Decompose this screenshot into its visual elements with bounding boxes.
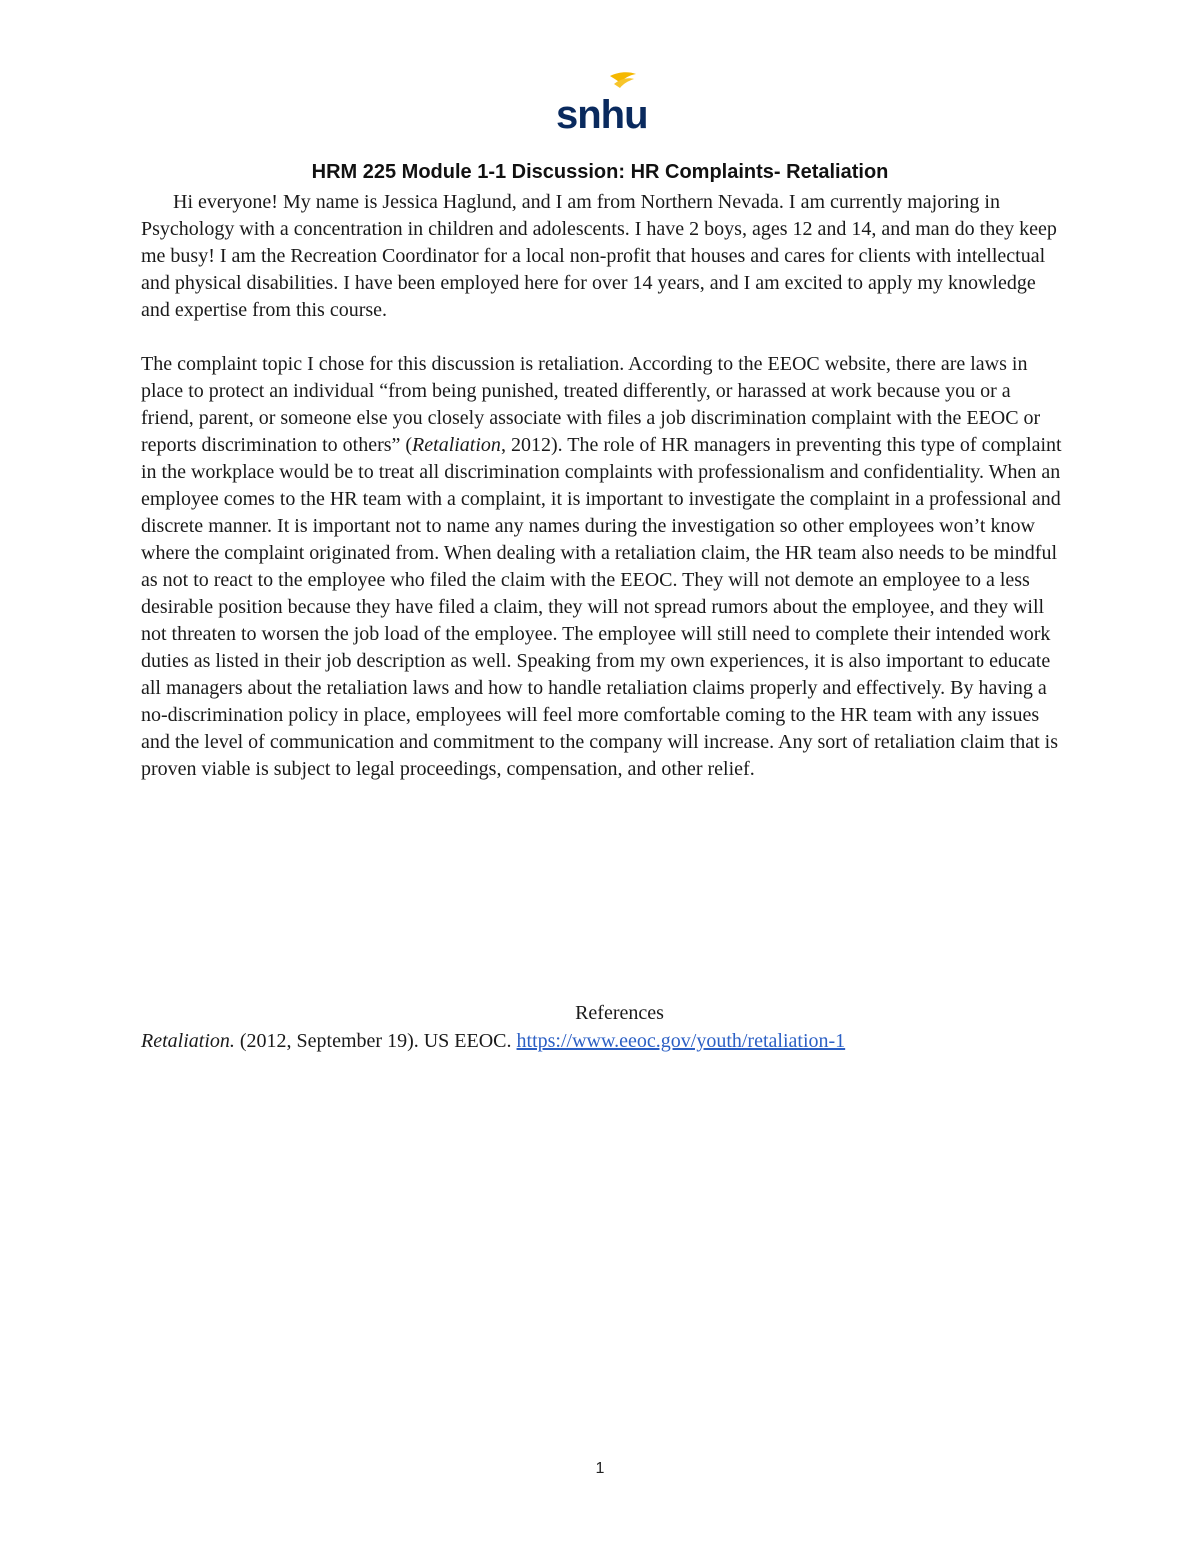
main-paragraph	[141, 351, 1066, 783]
reference-entry	[141, 1027, 1066, 1055]
svg-text:snhu: snhu	[556, 93, 648, 136]
references-heading: References	[575, 1002, 664, 1024]
document-title: HRM 225 Module 1-1 Discussion: HR Complaints- Retaliation	[311, 161, 889, 183]
snhu-logo	[552, 70, 648, 136]
reference-title: Retaliation.	[141, 1030, 235, 1052]
page-number: 1	[595, 1460, 605, 1477]
references-section	[141, 999, 1066, 1055]
intro-paragraph: Hi everyone! My name is Jessica Haglund, and I am from Northern Nevada. I am currently majoring in Psychology with a concentration in children and adolescents. I have 2 boys, ages 12 and 14, and man do they keep me busy! I am the Recreation Coordinator for a local non-profit that houses and cares for clients with intellectual and physical disabilities. I have been employed here for over 14 years, and I am excited to apply my knowledge and expertise from this course.	[141, 191, 1057, 321]
discussion-body	[141, 189, 1066, 783]
main-paragraph-part1: The complaint topic I chose for this discussion is retaliation. According to the EEOC website, there are laws in place to protect an individual “from being punished, treated differently, or harassed at work because you or a friend, parent, or someone else you closely associate with files a job discrimination complaint with the EEOC or reports discrimination to others” (	[141, 353, 1041, 456]
citation-title: Retaliation	[412, 434, 501, 456]
reference-text: (2012, September 19). US EEOC.	[234, 1030, 517, 1052]
main-paragraph-part2: , 2012). The role of HR managers in preventing this type of complaint in the workplace would be to treat all discrimination complaints with professionalism and confidentiality. When an employee comes to the HR team with a complaint, it is important to investigate the complaint in a professional and discrete manner. It is important not to name any names during the investigation so other employees won’t know where the complaint originated from. When dealing with a retaliation claim, the HR team also needs to be mindful as not to react to the employee who filed the claim with the EEOC. They will not demote an employee to a less desirable position because they have filed a claim, they will not spread rumors about the employee, and they will not threaten to worsen the job load of the employee. The employee will still need to complete their intended work duties as listed in their job description as well. Speaking from my own experiences, it is also important to educate all managers about the retaliation laws and how to handle retaliation claims properly and effectively. By having a no-discrimination policy in place, employees will feel more comfortable coming to the HR team with any issues and the level of communication and commitment to the company will increase. Any sort of retaliation claim that is proven viable is subject to legal proceedings, compensation, and other relief.	[141, 434, 1062, 780]
reference-link[interactable]: https://www.eeoc.gov/youth/retaliation-1	[516, 1030, 846, 1052]
